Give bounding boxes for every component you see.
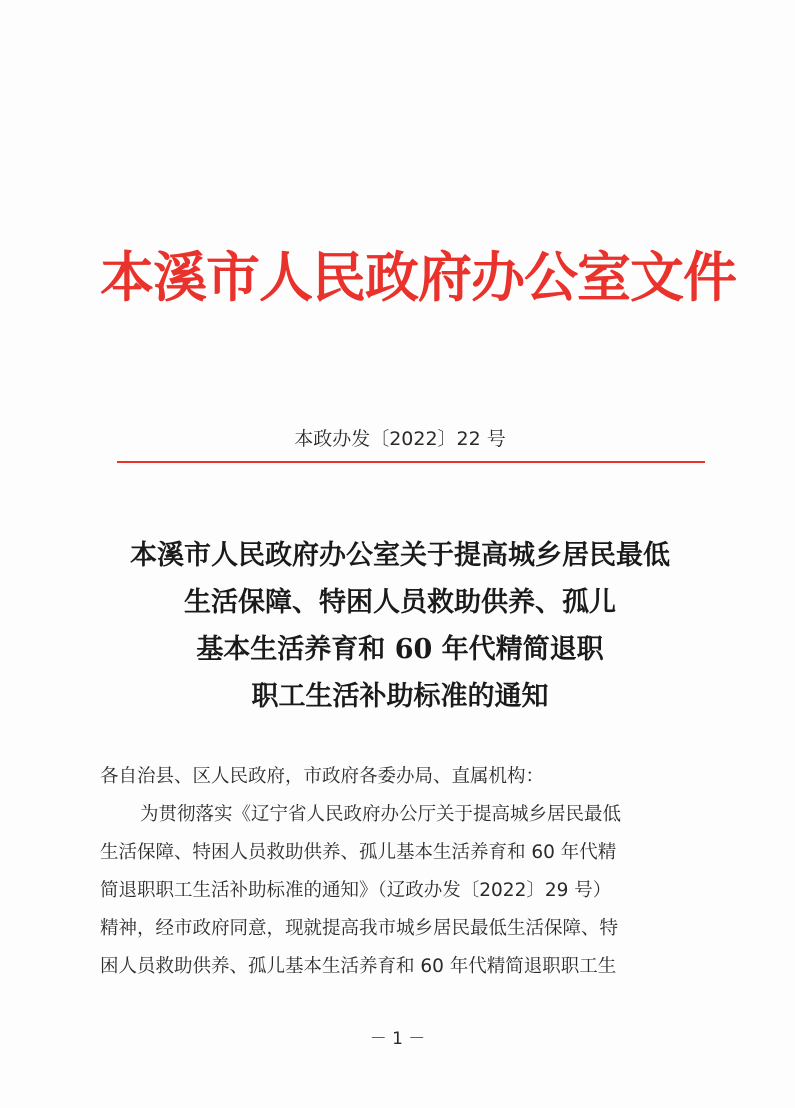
body-line: 简退职职工生活补助标准的通知》（辽政办发〔2022〕29 号） <box>100 880 612 901</box>
title-line: 本溪市人民政府办公室关于提高城乡居民最低 <box>130 540 670 571</box>
document-masthead: 本溪市人民政府办公室文件 <box>100 245 736 309</box>
title-line: 职工生活补助标准的通知 <box>251 681 549 712</box>
body-line: 为贯彻落实《辽宁省人民政府办公厅关于提高城乡居民最低 <box>140 804 622 825</box>
body-line: 生活保障、特困人员救助供养、孤儿基本生活养育和 60 年代精 <box>100 842 617 863</box>
document-title <box>60 532 740 720</box>
page-number: － 1 － <box>369 1029 426 1049</box>
salutation: 各自治县、区人民政府，市政府各委办局、直属机构： <box>100 766 545 787</box>
body-line: 精神，经市政府同意，现就提高我市城乡居民最低生活保障、特 <box>100 918 619 939</box>
body-line: 困人员救助供养、孤儿基本生活养育和 60 年代精简退职职工生 <box>100 956 617 977</box>
red-separator-line <box>117 461 705 463</box>
title-line: 基本生活养育和 60 年代精简退职 <box>196 634 604 665</box>
document-body <box>100 758 700 986</box>
title-line: 生活保障、特困人员救助供养、孤儿 <box>184 587 616 618</box>
document-number: 本政办发〔2022〕22 号 <box>294 428 506 450</box>
